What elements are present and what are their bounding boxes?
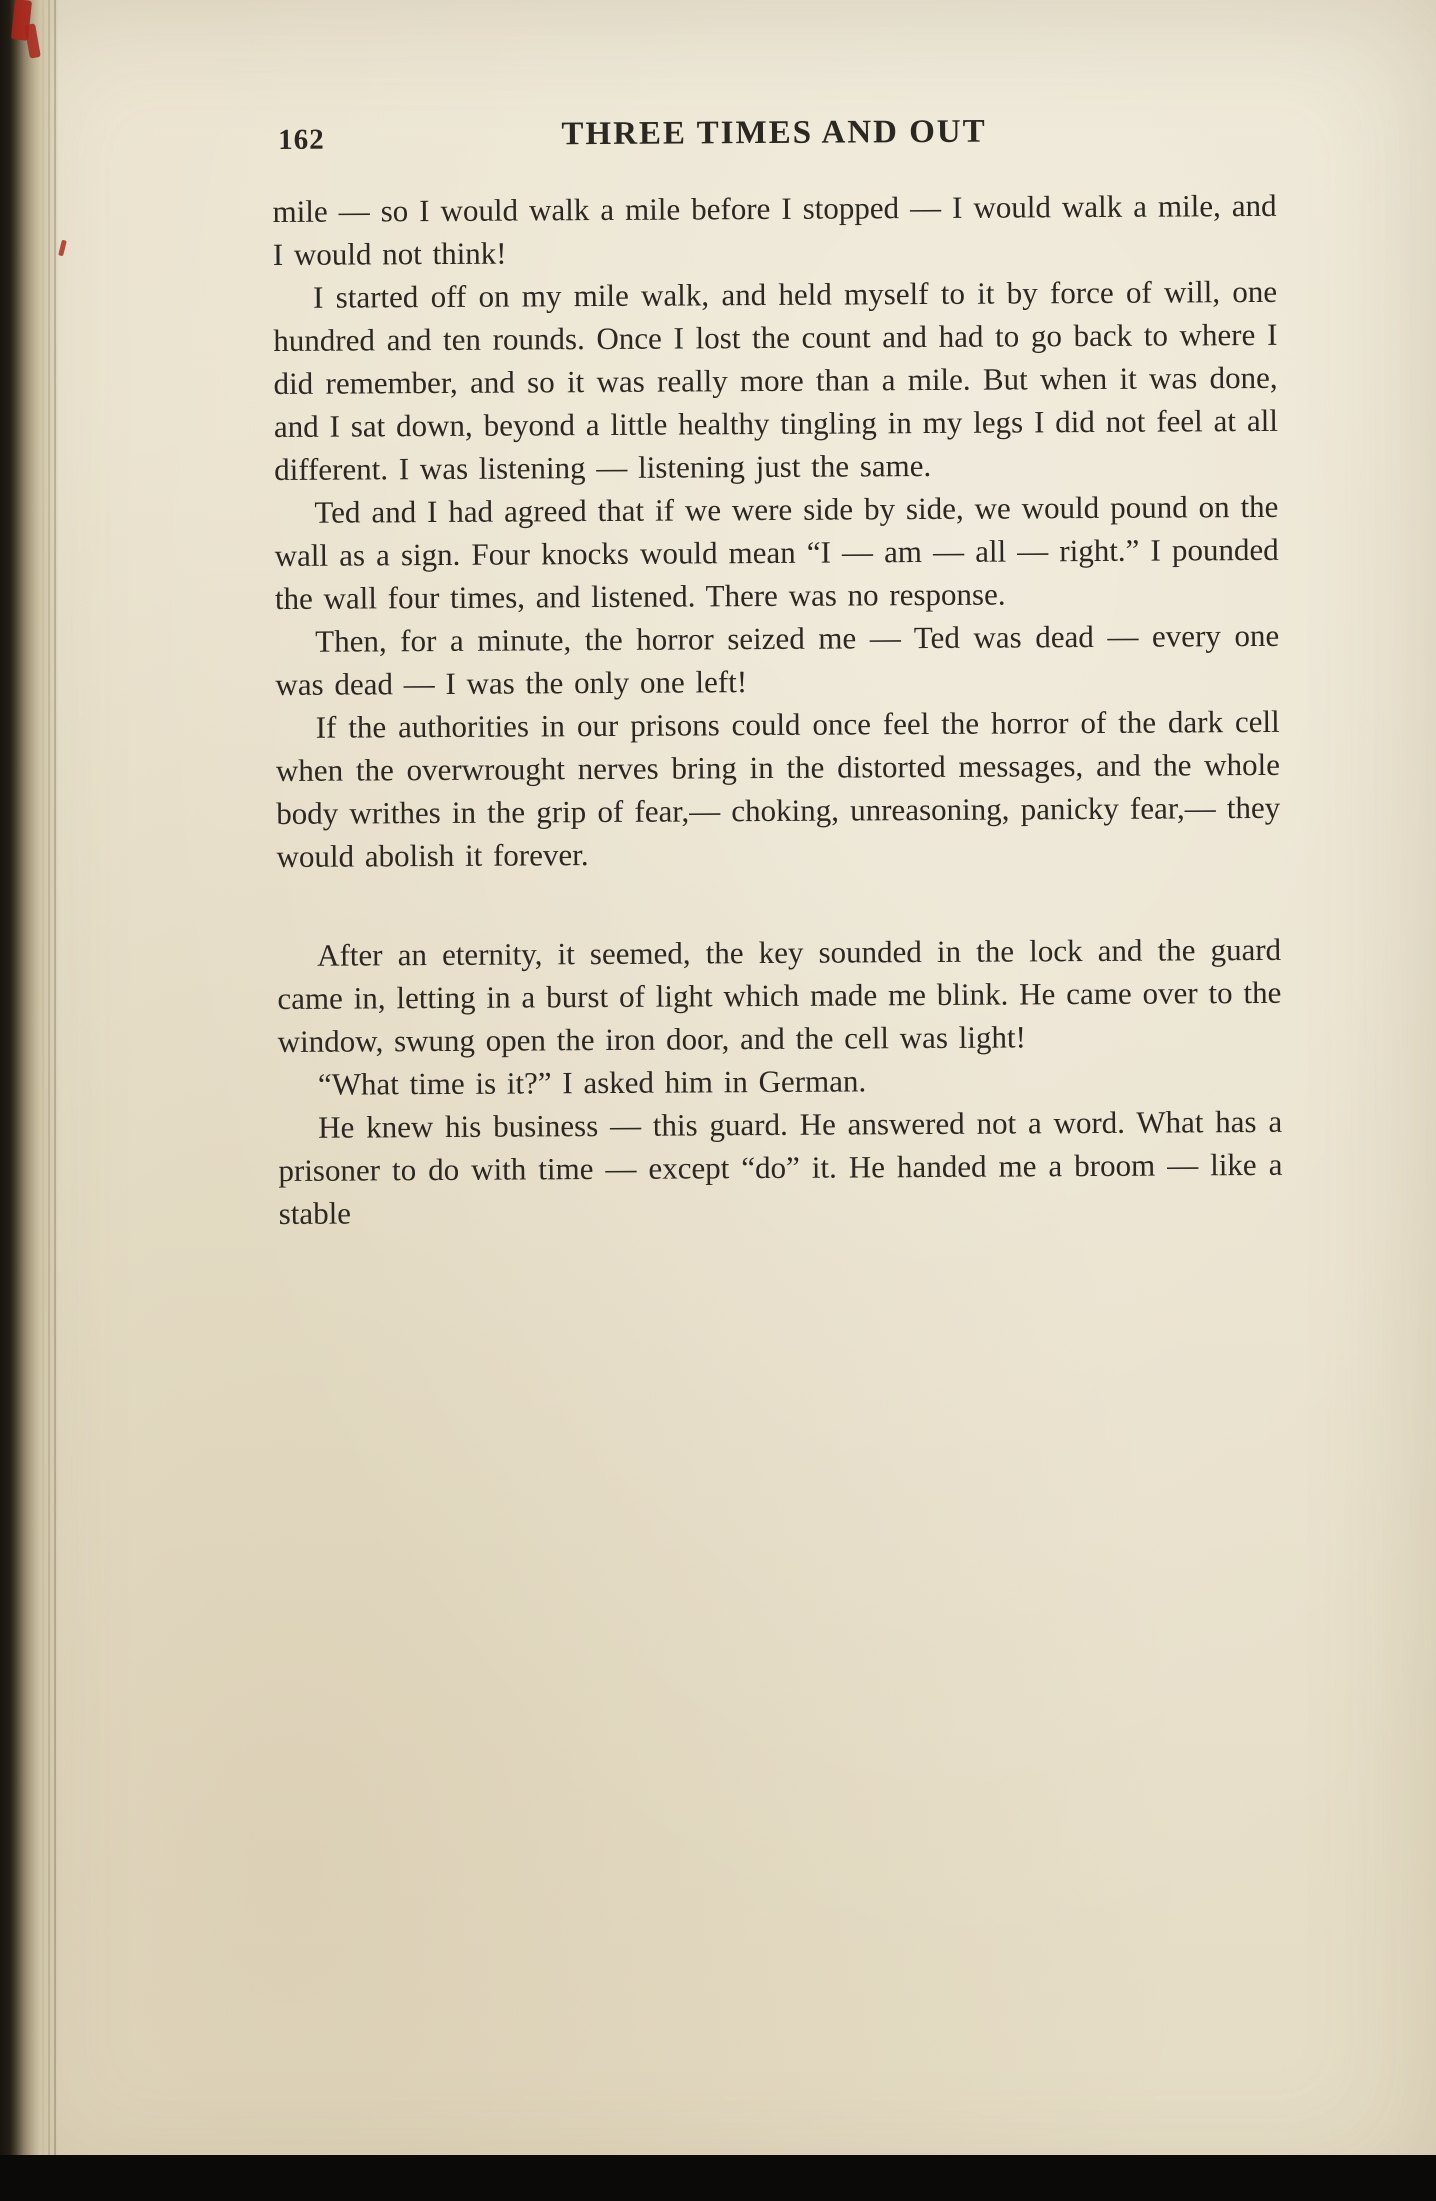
book-binding-edge xyxy=(0,0,58,2201)
paragraph: “What time is it?” I asked him in German. xyxy=(317,1063,867,1102)
paragraph: If the authorities in our prisons could once feel the horror of the dark cell when the overwrought nerves bring in the distorted messages, and the whole body writhes in the grip of fear,— choking, unreasoning, panicky fear,— they would abolish it forever. xyxy=(275,703,1281,874)
page-number: 162 xyxy=(278,123,325,156)
paragraph: Then, for a minute, the horror seized me — Ted was dead — every one was dead — I was the only one left! xyxy=(275,617,1280,702)
paragraph: Ted and I had agreed that if we were side by side, we would pound on the wall as a sign. Four knocks would mean “I — am — all — right.” I pounded the wall four times, and listened. There was no response. xyxy=(274,488,1279,616)
scan-black-bar xyxy=(0,2155,1436,2201)
page-content xyxy=(272,112,1283,1235)
paragraph: He knew his business — this guard. He answered not a word. What has a prisoner to do with time — except “do” it. He handed me a broom — like a stable xyxy=(278,1103,1283,1231)
page-header-row xyxy=(272,112,1276,164)
paragraph: After an eternity, it seemed, the key sounded in the lock and the guard came in, letting in a burst of light which made me blink. He came over to the window, swung open the iron door, and the cell was light! xyxy=(277,931,1282,1059)
running-title: THREE TIMES AND OUT xyxy=(561,113,987,153)
paragraph: mile — so I would walk a mile before I stopped — I would walk a mile, and I would not think! xyxy=(272,187,1277,272)
paragraph: I started off on my mile walk, and held myself to it by force of will, one hundred and ten rounds. Once I lost the count and had to go back to where I did remember, and so it was really more than a mile. But when it was done, and I sat down, beyond a little healthy tingling in my legs I did not feel at all different. I was listening — listening just the same. xyxy=(273,273,1278,487)
red-ink-mark xyxy=(58,240,67,257)
